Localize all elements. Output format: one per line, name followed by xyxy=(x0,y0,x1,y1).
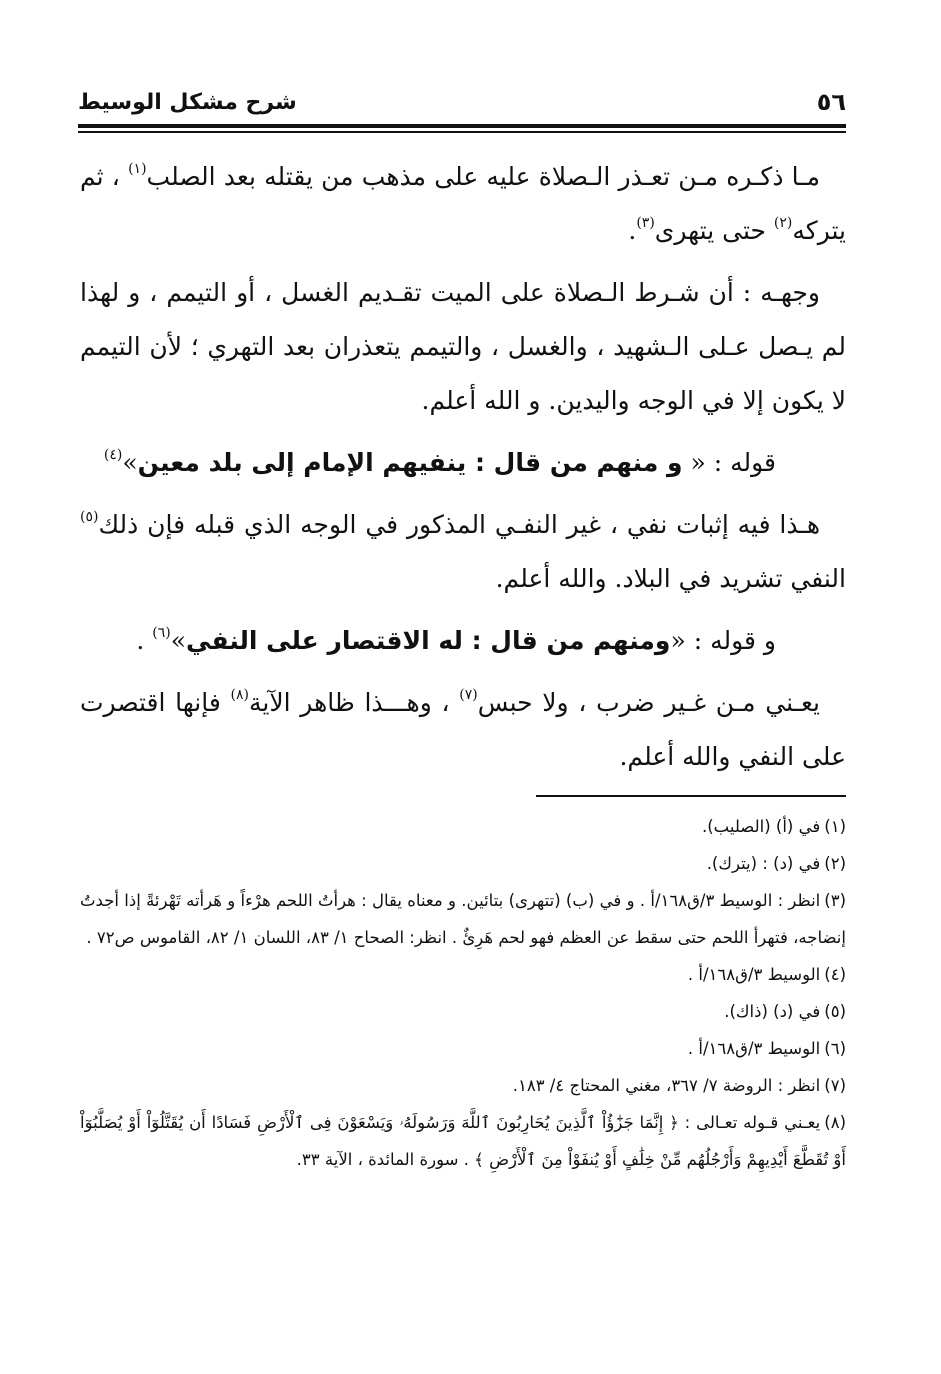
footnote-4: (٤)الوسيط ٣/ق١٦٨/أ . xyxy=(687,965,846,984)
paragraph-2: وجهـه : أن شـرط الـصلاة على الميت تقـديم الغسل ، أو التيمم ، و لهذا لم يـصل عـلى الـشهيد ، والغسل ، والتيمم يتعذران بعد التهري ؛ لأن التيمم لا يكون إلا في الوجه واليدين. و الله أعلم. xyxy=(80,278,846,415)
footnote-7: (٧)انظر : الروضة ٧/ ٣٦٧، مغني المحتاج ٤/ ١٨٣. xyxy=(512,1076,846,1095)
footnote-separator xyxy=(536,795,846,797)
footnote-ref-4[interactable]: (٤) xyxy=(103,447,123,463)
paragraph-3-quote: قوله : « و منهم من قال : ينفيهم الإمام إلى بلد معين»$^{(٤)}$ xyxy=(103,447,776,477)
header-rule-thin xyxy=(78,131,846,133)
page-header xyxy=(78,88,846,124)
footnote-2: (٢)في (د) : (يترك). xyxy=(706,854,846,873)
paragraph-4: هـذا فيه إثبات نفي ، غير النفـي المذكور في الوجه الذي قبله فإن ذلك$^{(٥)}$ النفي تشريد في البلاد. والله أعلم. xyxy=(80,509,846,593)
footnote-ref-5[interactable]: (٥) xyxy=(80,509,99,525)
paragraph-6: يعـني مـن غـير ضرب ، ولا حبس$^{(٧)}$ ، وهـــذا ظاهر الآية$^{(٨)}$ فإنها اقتصرت على النفي والله أعلم. xyxy=(80,687,846,771)
paragraph-5-quote: و قوله : «ومنهم من قال : له الاقتصار على النفي»$^{(٦)}$ . xyxy=(136,625,776,655)
footnote-8: (٨)يعـني قـوله تعـالى : ﴿ إِنَّمَا جَزَٰٓؤُاْ ٱلَّذِينَ يُحَارِبُونَ ٱللَّهَ وَرَسُولَهُۥ وَيَسْعَوْنَ فِى ٱلْأَرْضِ فَسَادًا أَن يُقَتَّلُوٓاْ أَوْ يُصَلَّبُوٓاْ أَوْ تُقَطَّعَ أَيْدِيهِمْ وَأَرْجُلُهُم مِّنْ خِلَٰفٍ أَوْ يُنفَوْاْ مِنَ ٱلْأَرْضِ ﴾ . سورة المائدة ، الآية ٣٣. xyxy=(80,1113,846,1169)
quoted-text-bold: ومنهم من قال : له الاقتصار على النفي xyxy=(186,626,671,655)
footnote-ref-3[interactable]: (٣) xyxy=(636,215,655,231)
running-title: شرح مشكل الوسيط xyxy=(78,90,297,115)
paragraph-1: مـا ذكـره مـن تعـذر الـصلاة عليه على مذهب من يقتله بعد الصلب$^{(١)}$ ، ثم يتركه$^{(٢)}$ حتى يتهرى$^{(٣)}$. xyxy=(80,161,846,245)
header-rule-thick xyxy=(78,124,846,128)
footnote-ref-6[interactable]: (٦) xyxy=(152,625,171,641)
page-number: ٥٦ xyxy=(816,88,846,116)
footnote-ref-2[interactable]: (٢) xyxy=(773,215,793,231)
footnote-ref-7[interactable]: (٧) xyxy=(459,687,478,703)
quoted-text-bold: و منهم من قال : ينفيهم الإمام إلى بلد معين xyxy=(137,448,683,477)
footnotes xyxy=(80,808,846,1178)
footnote-ref-1[interactable]: (١) xyxy=(128,161,147,177)
footnote-6: (٦)الوسيط ٣/ق١٦٨/أ . xyxy=(687,1039,846,1058)
footnote-ref-8[interactable]: (٨) xyxy=(230,687,249,703)
main-text xyxy=(80,150,846,792)
footnote-3: (٣)انظر : الوسيط ٣/ق١٦٨/أ . و في (ب) (تتهرى) بتائين. و معناه يقال : هرأتُ اللحم هرْءاً و هَرأته تَهْرئةً إذا أجدتُ إنضاجه، فتهرأ اللحم حتى سقط عن العظم فهو لحم هَرِئٌ . انظر: الصحاح ١/ ٨٣، اللسان ١/ ٨٢، القاموس ص٧٢ . xyxy=(80,891,846,947)
footnote-1: (١)في (أ) (الصليب). xyxy=(701,817,846,836)
footnote-5: (٥)في (د) (ذاك). xyxy=(724,1002,846,1021)
